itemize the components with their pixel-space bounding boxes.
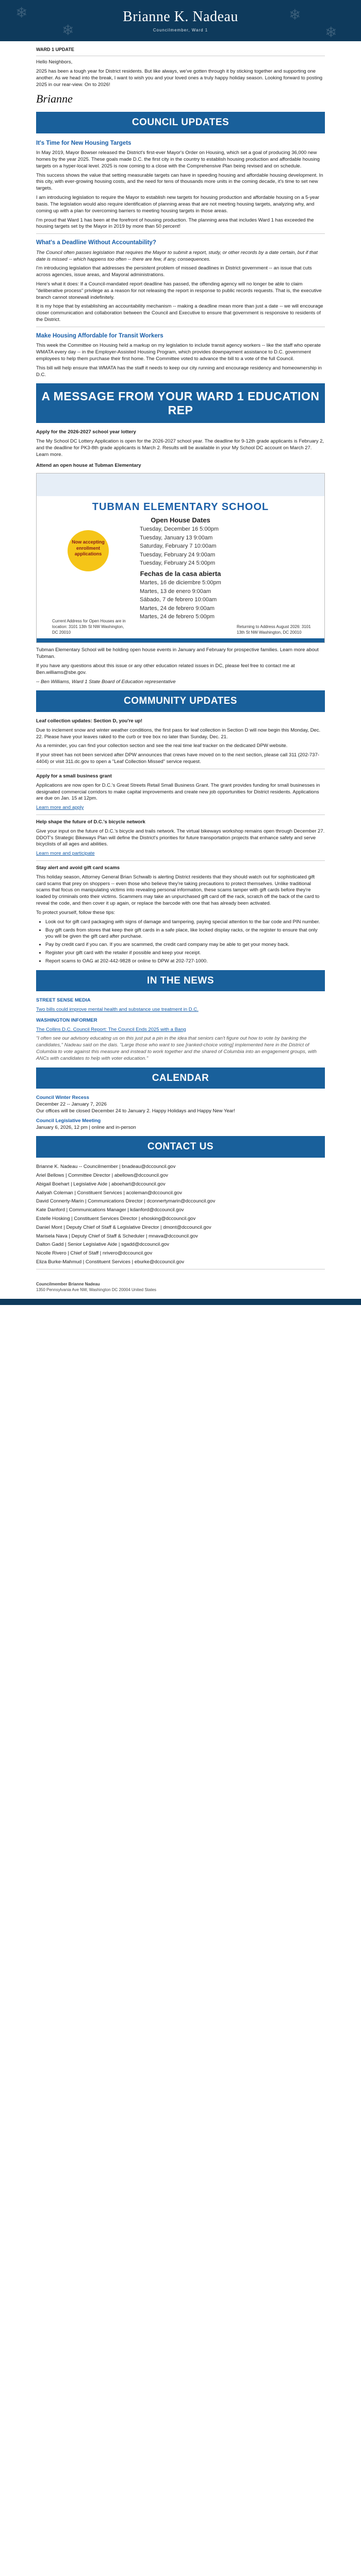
lottery-heading: Apply for the 2026-2027 school year lottery [36,429,136,435]
footer [36,1278,325,1296]
staff-contact[interactable]: Nicolle Rivero | Chief of Staff | nrivero@dccouncil.gov [36,1250,153,1257]
contact-paragraph: If you have any questions about this issue or any other education related issues in DC, please feel free to contact me at Ben.williams@sbe.gov. [36,663,295,675]
flyer-top-band [37,473,324,496]
bikeways-participate-link[interactable]: Learn more and participate [36,851,95,857]
logo-subtitle: Councilmember, Ward 1 [153,27,208,32]
flyer-date: Saturday, February 7 10:00am [140,543,217,550]
flyer-bottom-bar [37,638,324,642]
tubman-flyer [36,473,325,643]
flyer-fecha: Martes, 24 de febrero 5:00pm [140,614,215,620]
community-paragraph: This holiday season, Attorney General Brian Schwalb is alerting District residents that they should watch out for sophisticated gift card scams that prey on shoppers -- even those who believe they're taking precautions to protect themselves. Unlike traditional scams that focus on manipulating victims into revealing personal information, these scams tamper with gift cards before they're loaded by criminals onto their victims. Scammers may take an unpurchased gift card off the rack, scratch off the back of the card to reveal the code, and then cover it up again, or replace the barcode with one that has already been activated. [36,874,320,907]
grant-heading: Apply for a small business grant [36,773,112,779]
news-link[interactable]: Two bills could improve mental health and substance use treatment in D.C. [36,1007,199,1013]
news-section [36,997,325,1062]
community-paragraph: If your street has not been serviced after DPW announces that crews have moved on to the next section, please call 311 (202-737-4404) or visit 311.dc.gov to open a "Leaf Collection Missed" service request. [36,752,320,765]
grant-apply-link[interactable]: Learn more and apply [36,805,84,811]
council-paragraph: This bill will help ensure that WMATA has the staff it needs to keep our city running and encourage residency and homeownership in D.C. [36,365,322,378]
flyer-fechas [140,579,253,621]
gift-card-tips [45,919,325,965]
council-paragraph: It is my hope that by establishing an accountability mechanism -- making a deadline mean more than just a date -- we will encourage closer communication and collaboration between the Council and Executive to ensure that government is responsive to residents of the District. [36,303,323,323]
housing-targets-heading: It's Time for New Housing Targets [36,140,132,146]
staff-contact[interactable]: Kate Danford | Communications Manager | kdanford@dccouncil.gov [36,1207,184,1213]
logo-name: Brianne K. Nadeau [123,9,238,25]
staff-contact[interactable]: Ariel Bellows | Committee Director | abellows@dccouncil.gov [36,1172,168,1178]
rep-signature: -- Ben Williams, Ward 1 State Board of Education representative [36,679,176,685]
staff-contact[interactable]: Aaliyah Coleman | Constituent Services | acoleman@dccouncil.gov [36,1190,182,1196]
flyer-fecha: Martes, 13 de enero 9:00am [140,588,211,595]
council-paragraph: I am introducing legislation to require the Mayor to establish new targets for housing production and affordable housing on a 5-year basis. The legislation would also require identification of planning areas that are not meeting housing targets, analyzing why, and coming up with a plan for overcoming barriers to meeting housing targets in those areas. [36,195,320,214]
flyer-fecha: Martes, 24 de febrero 9:00am [140,605,215,612]
calendar-item-note: Our offices will be closed December 24 to January 2. Happy Holidays and Happy New Year! [36,1108,235,1114]
enrollment-badge: Now accepting enrollment applications [68,530,109,571]
tubman-paragraph: Tubman Elementary School will be holding open house events in January and February for prospective families. Learn more about Tubman. [36,647,319,660]
flyer-dates [140,525,243,568]
flyer-open-house-title: Open House Dates [151,516,210,524]
staff-contact[interactable]: Abigail Boehart | Legislative Aide | aboehart@dccouncil.gov [36,1181,166,1187]
news-quote: "I often see our advisory educating us on this just put a pin in the idea that seniors can't figure out how to vote by banking the candidates," Nadeau said on the dais. "Large those who want to see [ranked-choice voting] implemented here in the District of Columbia to vote against this measure and instead to work together and the shared of Columbia into an engagement groups, with ANCs with candidates to help with voter education." [36,1036,317,1061]
flyer-date: Tuesday, January 13 9:00am [140,534,213,541]
calendar-item [36,1095,325,1114]
gift-card-heading: Stay alert and avoid gift card scams [36,865,120,871]
list-item: • Buy gift cards from stores that keep their gift cards in a safe place, like locked display racks, or the register to ensure that only you will be given the gift card after purchase. [45,927,325,941]
news-link[interactable]: The Collins D.C. Council Report: The Council Ends 2025 with a Bang [36,1026,186,1032]
council-updates-banner: COUNCIL UPDATES [36,112,325,133]
council-paragraph: The Council often passes legislation that requires the Mayor to submit a report, study, or other records by a date certain, but if that date is missed -- which happens too often -- there are few, if any, consequences. [36,249,318,262]
flyer-return-address: Returning to Address August 2026: 3101 13th St NW Washington, DC 20010 [237,624,311,635]
staff-contact[interactable]: Daniel Mont | Deputy Chief of Staff & Legislative Director | dmont@dccouncil.gov [36,1224,211,1230]
calendar-item [36,1118,325,1131]
council-paragraph: I'm proud that Ward 1 has been at the forefront of housing production. The planning area that includes Ward 1 has exceeded the housing targets set by the Mayor in 2019 by more than 50 percent! [36,217,314,230]
staff-contact[interactable]: Estelle Hosking | Constituent Services Director | ehosking@dccouncil.gov [36,1215,196,1222]
flyer-date: Tuesday, February 24 9:00am [140,551,216,558]
intro-body: 2025 has been a tough year for District residents. But like always, we've gotten through it by sticking together and supporting one another. As we head into the break, I want to wish you and your loved ones a truly happy holiday season. Looking forward to posting 2025 in our rear-view. On to 2026! [36,68,323,88]
staff-contact[interactable]: Dalton Gadd | Senior Legislative Aide | sgadd@dccouncil.gov [36,1242,170,1248]
staff-contact[interactable]: Marisela Nava | Deputy Chief of Staff & Scheduler | mnava@dccouncil.gov [36,1233,198,1239]
councilmember-logo [0,7,361,33]
council-paragraph: I'm introducing legislation that addresses the persistent problem of missed deadlines in District government -- an issue that cuts across agencies, issue areas, and Mayoral administrations. [36,265,312,278]
footer-name: Councilmember Brianne Nadeau [36,1281,100,1286]
news-source: STREET SENSE MEDIA [36,997,91,1004]
list-item: • Register your gift card with the retailer if possible and keep your receipt. [45,950,325,957]
community-paragraph: As a reminder, you can find your collection section and see the real time leaf tracker on the dedicated DPW website. [36,743,288,749]
contact-section [36,1164,325,1296]
divider [36,233,325,234]
community-paragraph: Applications are now open for D.C.'s Great Streets Retail Small Business Grant. The grant provides funding for small businesses in designated commercial corridors to make capital improvements and create new job opportunities for District residents. Applications are due on Jan. 15 at 12pm. [36,782,320,802]
leaf-collection-heading: Leaf collection updates: Section D, you're up! [36,718,143,724]
footer-address: 1350 Pennsylvania Ave NW, Washington DC 20004 United States [36,1287,157,1292]
flyer-fecha: Martes, 16 de diciembre 5:00pm [140,580,221,586]
in-the-news-banner: IN THE NEWS [36,970,325,992]
divider [36,860,325,861]
community-updates-section [36,718,325,965]
staff-contact[interactable]: David Connerty-Marin | Communications Director | dconnertymarin@dccouncil.gov [36,1198,216,1205]
flyer-date: Tuesday, December 16 5:00pm [140,526,219,533]
calendar-item-detail: January 6, 2026, 12 pm | online and in-person [36,1124,136,1130]
snowflake-icon: ❄ [15,5,28,21]
open-house-heading: Attend an open house at Tubman Elementary [36,462,141,468]
calendar-item-title: Council Legislative Meeting [36,1117,101,1124]
snowflake-icon: ❄ [62,22,74,38]
education-rep-section [36,429,325,685]
flyer-fechas-title: Fechas de la casa abierta [140,570,221,578]
lottery-paragraph: The My School DC Lottery Application is open for the 2026-2027 school year. The deadline for 9-12th grade applicants is February 2, and the deadline for PK3-8th grade applicants is March 2. Results will be available in your My School DC account on March 27. Learn more. [36,438,324,457]
signature: Brianne [36,92,73,106]
snowflake-icon: ❄ [325,24,337,40]
greeting: Hello Neighbors, [36,59,73,65]
list-item: • Report scams to OAG at 202-442-9828 or online to DPW at 202-727-1000. [45,958,325,965]
staff-contact[interactable]: Brianne K. Nadeau -- Councilmember | bnadeau@dccouncil.gov [36,1164,176,1170]
council-paragraph: This week the Committee on Housing held a markup on my legislation to include transit agency workers -- like the staff who operate WMATA every day -- in the Employer-Assisted Housing Program, which provides downpayment assistance to D.C. government employees to help them purchase their first home. The Committee voted to advance the bill to a vote of the full Council. [36,343,321,362]
community-updates-banner: COMMUNITY UPDATES [36,690,325,712]
community-paragraph: Give your input on the future of D.C.'s bicycle and trails network. The virtual bikeways workshop remains open through December 27. DDOT's Strategic Bikeways Plan will define the District's priorities for future transportation projects that enhance safety and serve bicyclists of all ages and abilities. [36,828,325,848]
calendar-section [36,1095,325,1131]
transit-workers-heading: Make Housing Affordable for Transit Workers [36,332,163,339]
bicycle-heading: Help shape the future of D.C.'s bicycle network [36,819,145,825]
community-paragraph: Due to inclement snow and winter weather conditions, the first pass for leaf collection in Section D will now begin this Monday, Dec. 22. Please have your leaves raked to the curb or tree box no later than Sunday, Dec. 21. [36,727,321,740]
contact-us-banner: CONTACT US [36,1136,325,1158]
council-paragraph: This success shows the value that setting measurable targets can have in speeding housing and affordable housing development. In this city, with ever-growing housing costs, and the need for tens of thousands more units in the coming decade, it's time to set new targets. [36,172,323,192]
council-paragraph: In May 2019, Mayor Bowser released the District's first-ever Mayor's Order on Housing, which set a goal of producing 36,000 new homes by the year 2025. These goals made D.C. the first city in the country to establish housing production and affordable housing targets on a hyper-local level. 2025 is now coming to a close with the Comprehensive Plan being revised and on schedule. [36,150,320,169]
newsletter-header [0,0,361,41]
calendar-banner: CALENDAR [36,1067,325,1089]
council-updates-section [36,140,325,379]
calendar-item-detail: December 22 -- January 7, 2026 [36,1101,107,1108]
staff-contact[interactable]: Eliza Burke-Mahmud | Constituent Services | eburke@dccouncil.gov [36,1259,185,1265]
list-item: • Look out for gift card packaging with signs of damage and tampering, paying special attention to the bar code and PIN number. [45,919,325,926]
flyer-fecha: Sábado, 7 de febrero 10:00am [140,597,217,603]
news-source: WASHINGTON INFORMER [36,1017,97,1023]
flyer-title: TUBMAN ELEMENTARY SCHOOL [92,501,269,513]
footer-bar [0,1299,361,1305]
council-paragraph: Here's what it does: If a Council-mandated report deadline has passed, the offending agency will no longer be able to claim "deliberative process" privilege as a reason for not releasing the report in response to public records requests. That is, the executive branch cannot stonewall indefinitely. [36,281,322,300]
list-item: • Pay by credit card if you can. If you are scammed, the credit card company may be able to get your money back. [45,942,325,948]
flyer-current-address: Current Address for Open Houses are in location: 3101 13th St NW Washington, DC 20010 [52,618,126,635]
ward1-rep-banner: A MESSAGE FROM YOUR WARD 1 EDUCATION REP [36,383,325,423]
community-paragraph: To protect yourself, follow these tips: [36,909,116,916]
calendar-item-title: Council Winter Recess [36,1095,89,1101]
flyer-date: Tuesday, February 24 5:00pm [140,560,216,567]
snowflake-icon: ❄ [289,7,301,23]
deadline-heading: What's a Deadline Without Accountability? [36,240,156,246]
ward-update-kicker: WARD 1 UPDATE [36,47,74,52]
